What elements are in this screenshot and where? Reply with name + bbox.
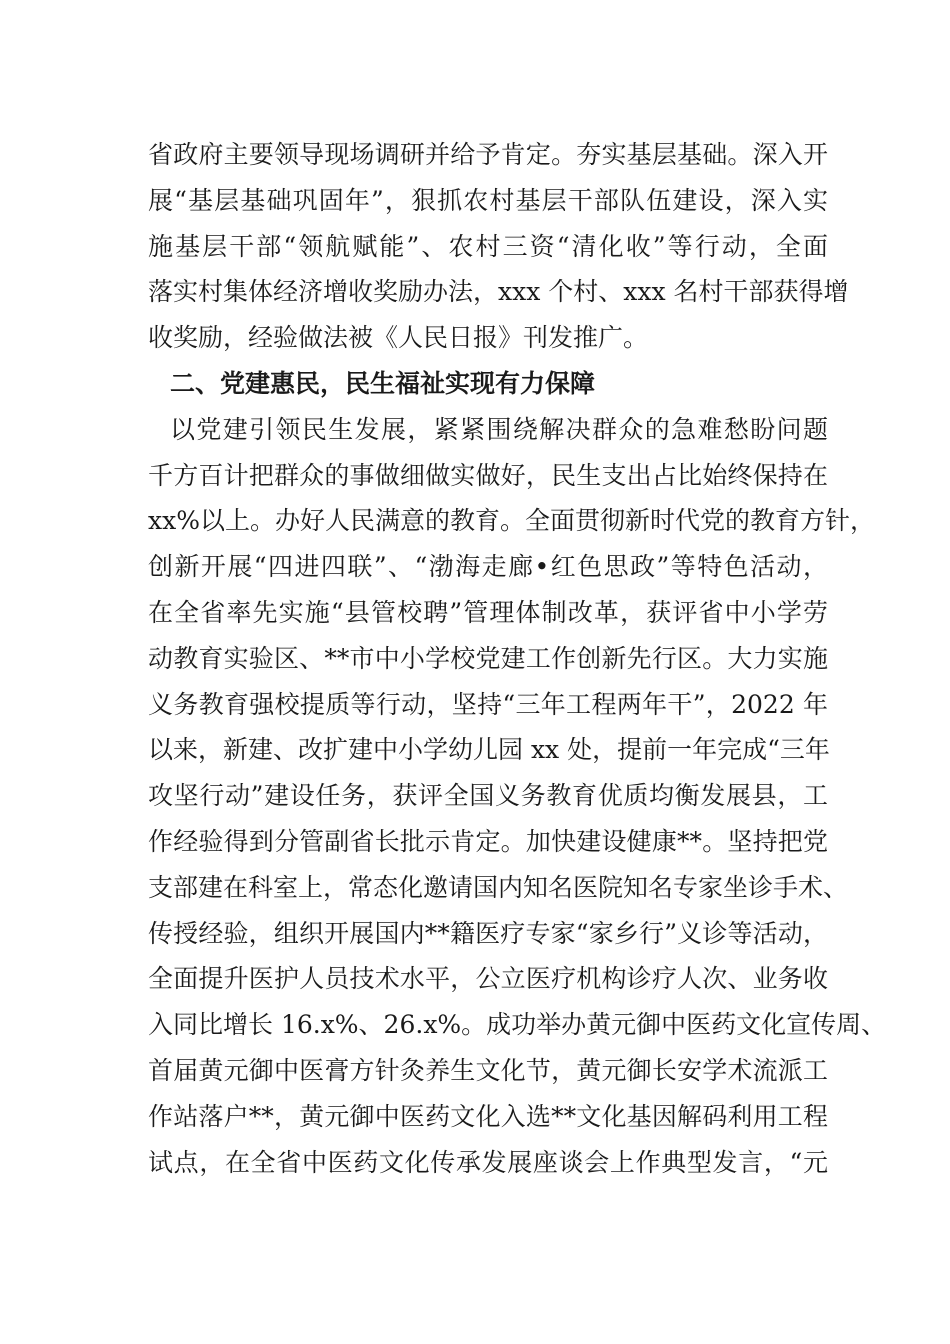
paragraph-line: 收奖励，经验做法被《人民日报》刊发推广。 — [148, 323, 649, 353]
paragraph-line: 首届黄元御中医膏方针灸养生文化节，黄元御长安学术流派工 — [148, 1055, 828, 1085]
paragraph-line: 创新开展“四进四联”、“渤海走廊•红色思政”等特色活动， — [148, 552, 828, 582]
paragraph-line: 省政府主要领导现场调研并给予肯定。夯实基层基础。深入开 — [148, 140, 828, 169]
document-body — [148, 132, 887, 1185]
section-heading: 二、党建惠民，民生福祉实现有力保障 — [170, 368, 596, 398]
paragraph-line: 以党建引领民生发展，紧紧围绕解决群众的急难愁盼问题 — [170, 414, 828, 444]
paragraph-line: 入同比增长 16.x%、26.x%。成功举办黄元御中医药文化宣传周、 — [148, 1010, 887, 1040]
paragraph-line: 攻坚行动”建设任务，获评全国义务教育优质均衡发展县，工 — [148, 781, 828, 811]
paragraph-line: 以来，新建、改扩建中小学幼儿园 xx 处，提前一年完成“三年 — [148, 735, 830, 765]
paragraph-line: 落实村集体经济增收奖励办法，xxx 个村、xxx 名村干部获得增 — [148, 277, 849, 307]
paragraph-line: 施基层干部“领航赋能”、农村三资“清化收”等行动，全面 — [148, 231, 828, 261]
paragraph-line: xx%以上。办好人民满意的教育。全面贯彻新时代党的教育方针， — [148, 506, 875, 536]
paragraph-line: 试点，在全省中医药文化传承发展座谈会上作典型发言，“元 — [148, 1147, 828, 1177]
paragraph-2 — [148, 407, 887, 1186]
paragraph-line: 传授经验，组织开展国内**籍医疗专家“家乡行”义诊等活动， — [148, 918, 828, 948]
paragraph-line: 展“基层基础巩固年”，狠抓农村基层干部队伍建设，深入实 — [148, 185, 828, 215]
paragraph-line: 作站落户**，黄元御中医药文化入选**文化基因解码利用工程 — [148, 1101, 828, 1131]
paragraph-line: 在全省率先实施“县管校聘”管理体制改革，获评省中小学劳 — [148, 597, 828, 627]
paragraph-line: 支部建在科室上，常态化邀请国内知名医院知名专家坐诊手术、 — [148, 872, 849, 902]
paragraph-line: 动教育实验区、**市中小学校党建工作创新先行区。大力实施 — [148, 643, 828, 673]
paragraph-line: 义务教育强校提质等行动，坚持“三年工程两年干”，2022 年 — [148, 689, 828, 719]
paragraph-line: 作经验得到分管副省长批示肯定。加快建设健康**。坚持把党 — [148, 826, 828, 856]
paragraph-line: 全面提升医护人员技术水平，公立医疗机构诊疗人次、业务收 — [148, 964, 828, 994]
paragraph-line: 千方百计把群众的事做细做实做好，民生支出占比始终保持在 — [148, 460, 828, 490]
paragraph-1 — [148, 132, 849, 361]
